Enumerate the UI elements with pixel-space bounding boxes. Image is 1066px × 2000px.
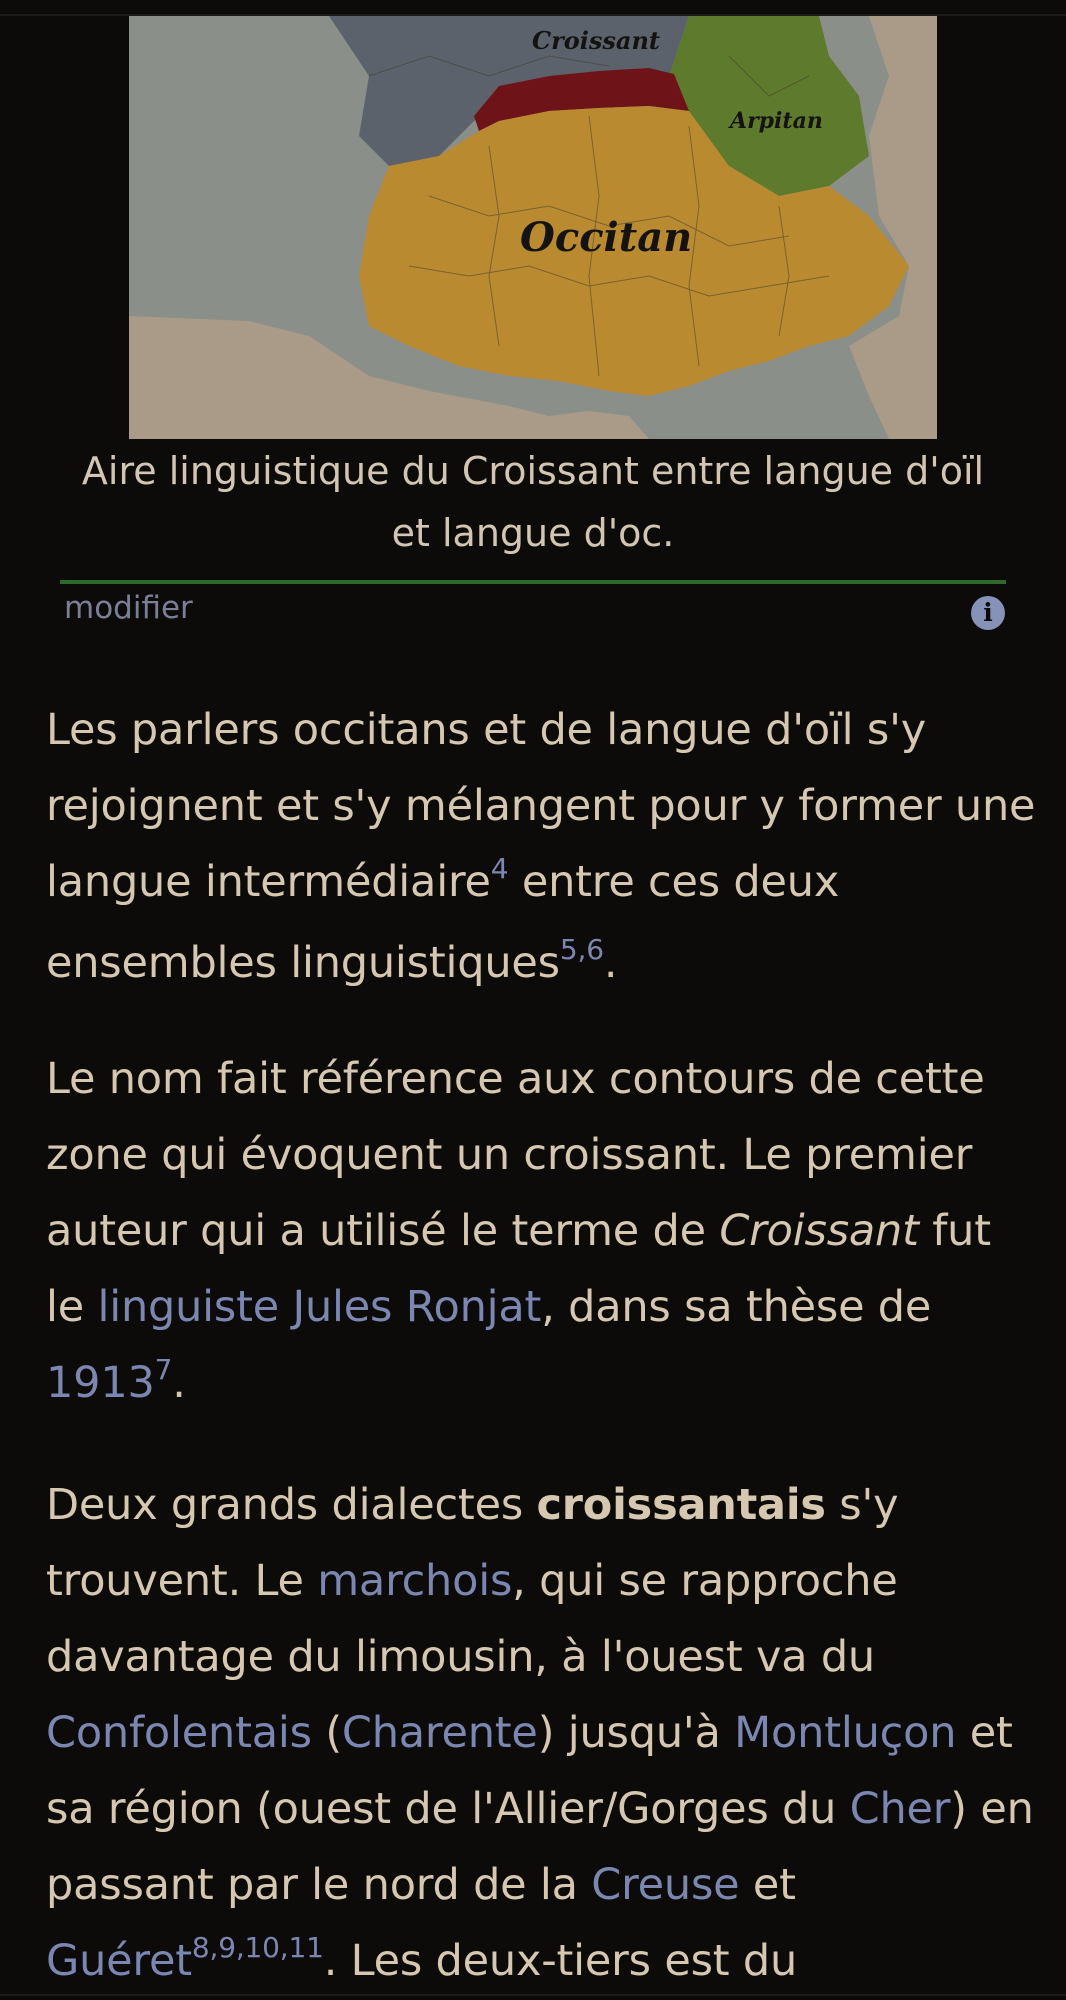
- paragraph-3: [46, 1467, 1036, 2000]
- p3-text-2: s'y trouvent. Le: [46, 1480, 899, 1606]
- p3-text-3: , qui se rapproche davantage du limousin, à l'ouest va du: [46, 1556, 898, 1682]
- edit-link[interactable]: modifier: [64, 590, 193, 626]
- p3-text-4: (: [311, 1708, 342, 1758]
- p2-text-3: [279, 1282, 292, 1332]
- link-jules-ronjat[interactable]: Jules Ronjat: [292, 1282, 542, 1332]
- info-icon[interactable]: i: [971, 596, 1005, 630]
- p3-text-1: Deux grands dialectes: [46, 1480, 537, 1530]
- p3-text-5: ) jusqu'à: [537, 1708, 735, 1758]
- p2-text-5: .: [172, 1358, 186, 1408]
- link-creuse[interactable]: Creuse: [591, 1860, 740, 1910]
- p2-text-1: Le nom fait référence aux contours de cette zone qui évoquent un croissant. Le premier auteur qui a utilisé le terme de: [46, 1054, 985, 1256]
- p3-text-6: et sa région (ouest de l'Allier/Gorges du: [46, 1708, 1013, 1834]
- reference-4[interactable]: 4: [490, 852, 509, 885]
- paragraph-1: [46, 692, 1036, 1006]
- link-gueret[interactable]: Guéret: [46, 1936, 192, 1986]
- p2-italic-term: Croissant: [719, 1206, 919, 1256]
- link-1913[interactable]: 1913: [46, 1358, 155, 1408]
- p2-text-2: fut le: [46, 1206, 991, 1332]
- reference-7[interactable]: 7: [154, 1353, 173, 1386]
- bottom-divider: [0, 1994, 1066, 1996]
- link-cher[interactable]: Cher: [849, 1784, 951, 1834]
- p3-text-8: et: [739, 1860, 796, 1910]
- p3-text-7: ) en passant par le nord de la: [46, 1784, 1034, 1910]
- p3-text-9: . Les deux-tiers est du: [323, 1936, 798, 1986]
- link-montlucon[interactable]: Montluçon: [734, 1708, 957, 1758]
- map-label-occitan: Occitan: [520, 214, 693, 261]
- link-charente[interactable]: Charente: [341, 1708, 538, 1758]
- map-label-croissant: Croissant: [532, 26, 660, 55]
- reference-8-11[interactable]: 8,9,10,11: [191, 1931, 324, 1964]
- paragraph-2: [46, 1041, 1036, 1426]
- reference-5-6[interactable]: 5,6: [559, 933, 604, 966]
- caption-divider: [60, 580, 1006, 584]
- link-confolentais[interactable]: Confolentais: [46, 1708, 312, 1758]
- link-marchois[interactable]: marchois: [317, 1556, 513, 1606]
- p1-text-1: Les parlers occitans et de langue d'oïl s'y rejoignent et s'y mélangent pour y former une langue intermédiaire: [46, 705, 1036, 907]
- linguistic-map-image[interactable]: [129, 16, 937, 439]
- figure-caption: Aire linguistique du Croissant entre langue d'oïl et langue d'oc.: [81, 449, 985, 555]
- map-label-arpitan: Arpitan: [730, 108, 823, 134]
- p3-bold-term: croissantais: [536, 1480, 826, 1530]
- link-linguiste[interactable]: linguiste: [97, 1282, 280, 1332]
- p2-text-4: , dans sa thèse de: [541, 1282, 932, 1332]
- p1-text-2: entre ces deux ensembles linguistiques: [46, 857, 840, 988]
- p1-text-3: .: [603, 938, 618, 988]
